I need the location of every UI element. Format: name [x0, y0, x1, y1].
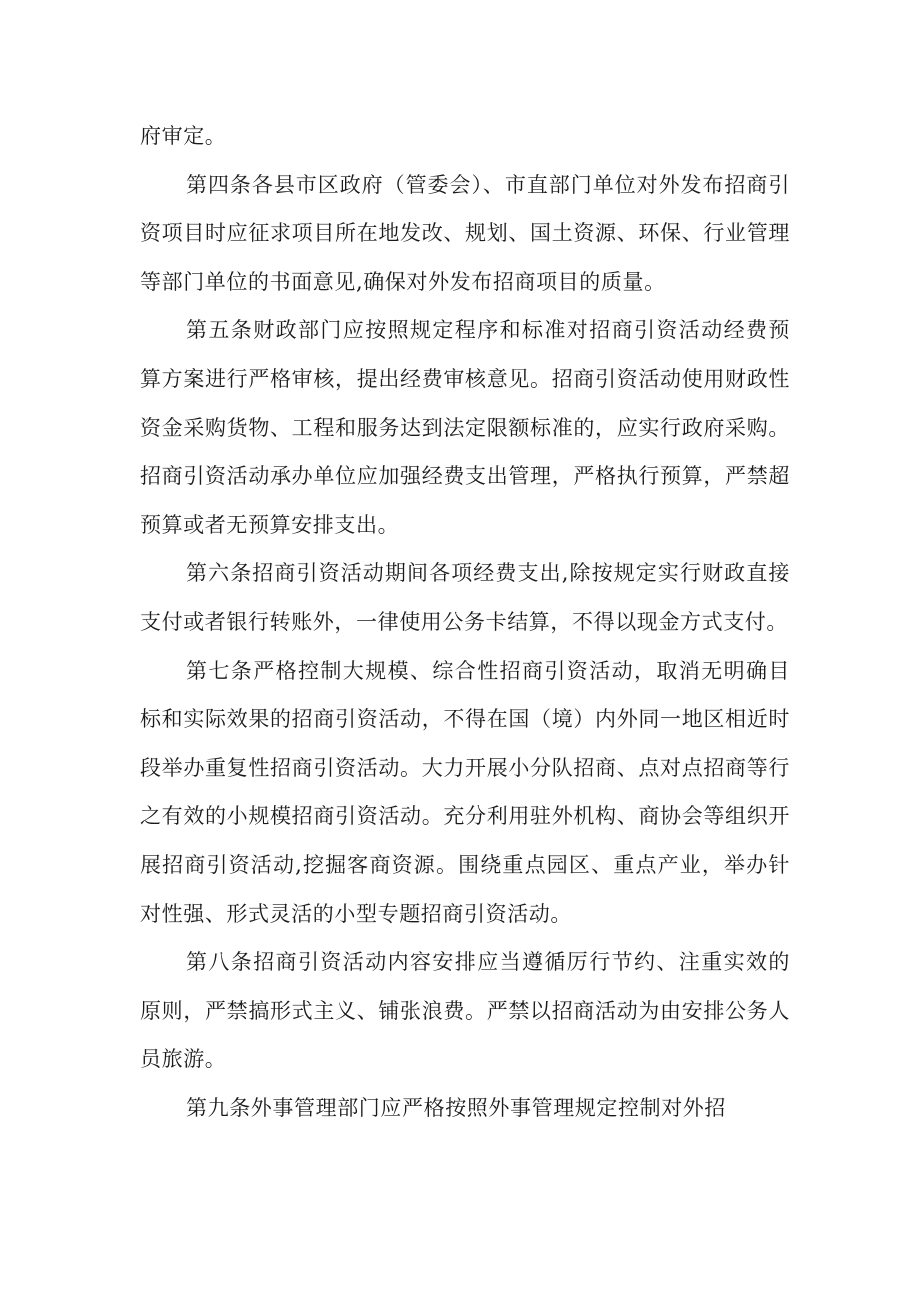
document-body: [140, 112, 790, 1132]
paragraph-article-5: 第五条财政部门应按照规定程序和标准对招商引资活动经费预算方案进行严格审核，提出经费审核意见。招商引资活动使用财政性资金采购货物、工程和服务达到法定限额标准的，应实行政府采购。招商引资活动承办单位应加强经费支出管理，严格执行预算，严禁超预算或者无预算安排支出。: [140, 318, 790, 537]
paragraph-article-8: 第八条招商引资活动内容安排应当遵循厉行节约、注重实效的原则，严禁搞形式主义、铺张浪费。严禁以招商活动为由安排公务人员旅游。: [140, 950, 790, 1072]
paragraph-continuation: 府审定。: [140, 124, 227, 148]
paragraph-article-6: 第六条招商引资活动期间各项经费支出,除按规定实行财政直接支付或者银行转账外，一律使用公务卡结算，不得以现金方式支付。: [140, 561, 790, 634]
paragraph-article-4: 第四条各县市区政府（管委会）、市直部门单位对外发布招商引资项目时应征求项目所在地发改、规划、国土资源、环保、行业管理等部门单位的书面意见,确保对外发布招商项目的质量。: [140, 172, 790, 294]
paragraph-article-9: 第九条外事管理部门应严格按照外事管理规定控制对外招: [186, 1095, 726, 1120]
paragraph-article-7: 第七条严格控制大规模、综合性招商引资活动，取消无明确目标和实际效果的招商引资活动，不得在国（境）内外同一地区相近时段举办重复性招商引资活动。大力开展小分队招商、点对点招商等行之有效的小规模招商引资活动。充分利用驻外机构、商协会等组织开展招商引资活动,挖掘客商资源。围绕重点园区、重点产业，举办针对性强、形式灵活的小型专题招商引资活动。: [140, 658, 790, 926]
